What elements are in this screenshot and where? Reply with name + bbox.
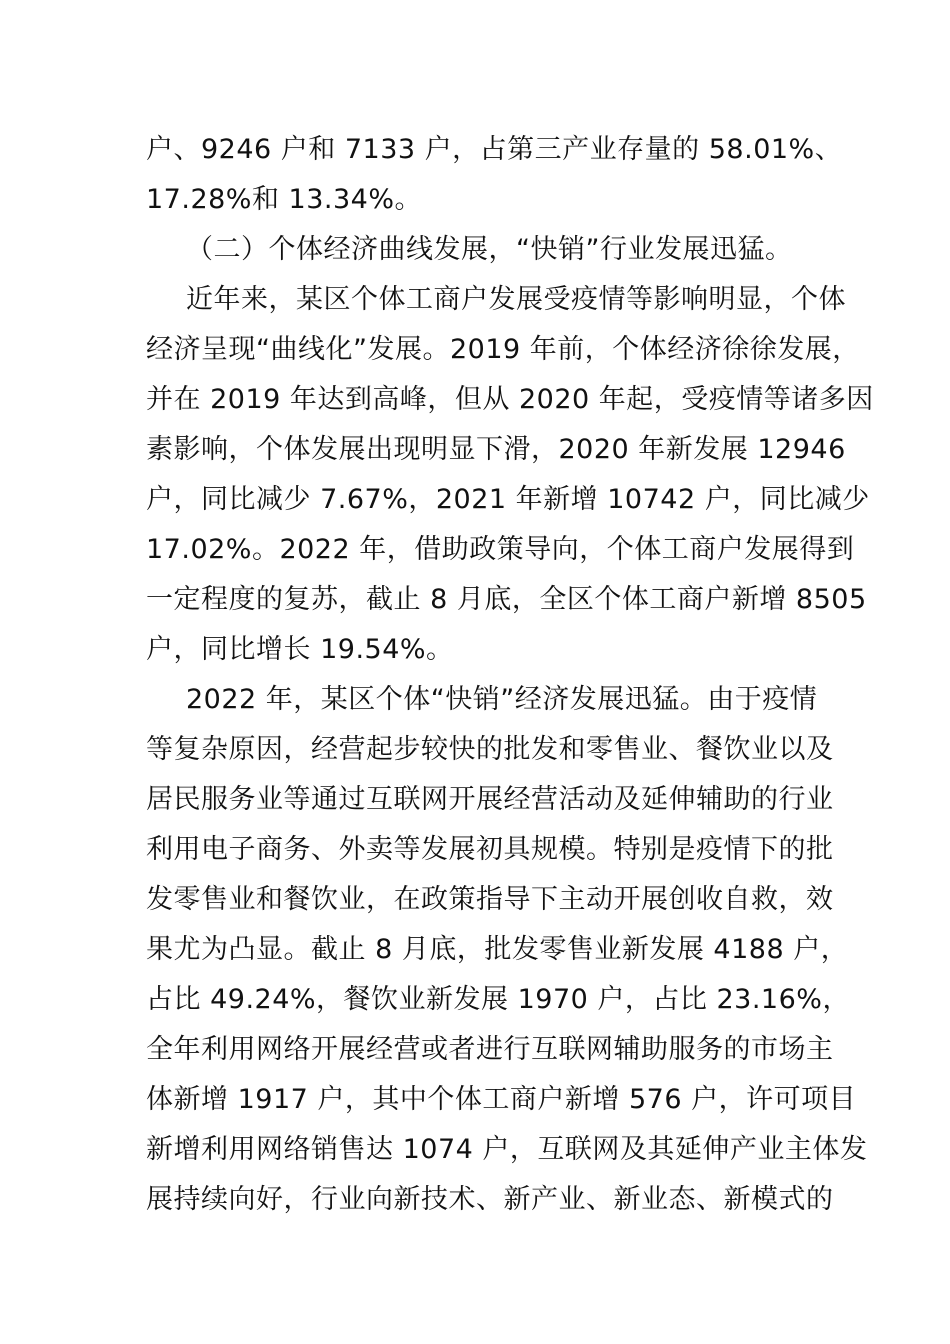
text-line: 新增利用网络销售达 1074 户，互联网及其延伸产业主体发 — [146, 1134, 868, 1165]
text-line: 户，同比增长 19.54%。 — [146, 634, 454, 665]
text-line: 17.28%和 13.34%。 — [146, 184, 422, 215]
text-line: 占比 49.24%，餐饮业新发展 1970 户，占比 23.16%， — [146, 984, 850, 1015]
text-line: 经济呈现“曲线化”发展。2019 年前，个体经济徐徐发展， — [146, 334, 860, 365]
text-line: 17.02%。2022 年，借助政策导向，个体工商户发展得到 — [146, 534, 855, 565]
text-line: 并在 2019 年达到高峰，但从 2020 年起，受疫情等诸多因 — [146, 384, 874, 415]
text-line: 体新增 1917 户，其中个体工商户新增 576 户，许可项目 — [146, 1084, 857, 1115]
text-line: 户、9246 户和 7133 户，占第三产业存量的 58.01%、 — [146, 134, 843, 165]
text-line: 展持续向好，行业向新技术、新产业、新业态、新模式的 — [146, 1184, 834, 1215]
section-heading: （二）个体经济曲线发展，“快销”行业发展迅猛。 — [186, 234, 793, 265]
text-line: 利用电子商务、外卖等发展初具规模。特别是疫情下的批 — [146, 834, 834, 865]
text-line: 全年利用网络开展经营或者进行互联网辅助服务的市场主 — [146, 1034, 834, 1065]
text-line: 素影响，个体发展出现明显下滑，2020 年新发展 12946 — [146, 434, 846, 465]
text-line: 户，同比减少 7.67%，2021 年新增 10742 户，同比减少 — [146, 484, 870, 515]
text-line: 等复杂原因，经营起步较快的批发和零售业、餐饮业以及 — [146, 734, 834, 765]
text-line: 果尤为凸显。截止 8 月底，批发零售业新发展 4188 户， — [146, 934, 849, 965]
text-line: 发零售业和餐饮业，在政策指导下主动开展创收自救，效 — [146, 884, 834, 915]
text-line: 一定程度的复苏，截止 8 月底，全区个体工商户新增 8505 — [146, 584, 867, 615]
text-line: 近年来，某区个体工商户发展受疫情等影响明显，个体 — [186, 284, 846, 315]
text-line: 居民服务业等通过互联网开展经营活动及延伸辅助的行业 — [146, 784, 834, 815]
text-line: 2022 年，某区个体“快销”经济发展迅猛。由于疫情 — [186, 684, 818, 715]
